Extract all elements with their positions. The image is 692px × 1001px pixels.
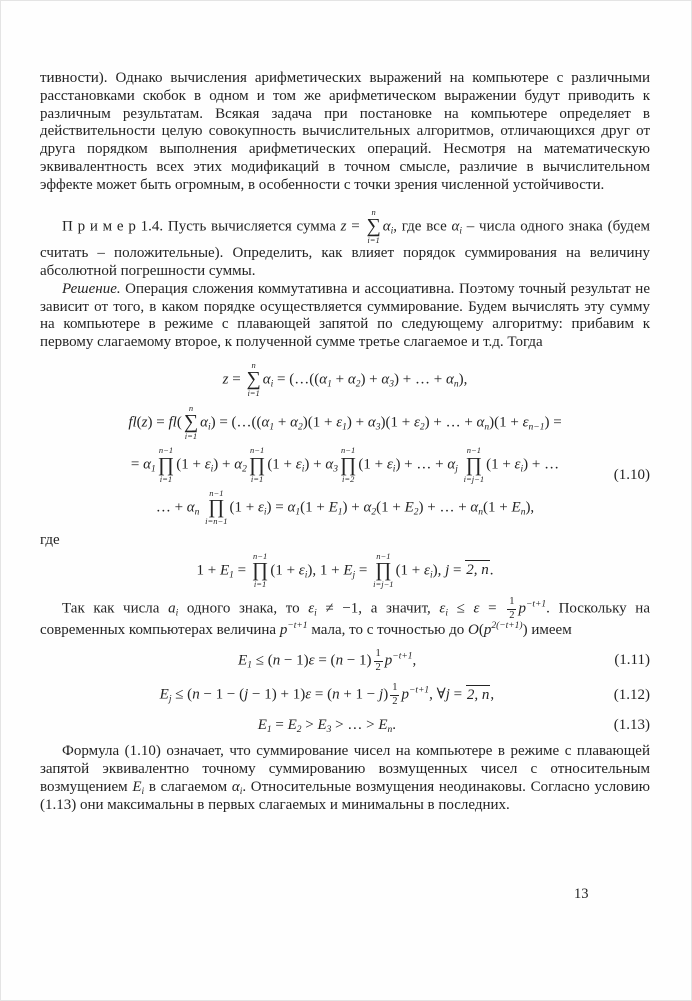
equation-1-12-formula: $E_j \le (n - 1 - (j - 1) + 1)\varepsilon = (n + 1 - j)$ $\frac{1}{2}$ $p^{-t+1}$, ∀j = 2, n, [159,682,495,708]
equation-line-products-1: = $\alpha_1$ n−1 ∏ i=1 $(1 + \varepsilon_i) + \alpha_2$ n−1 ∏ i=1 $(1 + \varepsilon_i) + \alpha_3$ n−1 ∏ i=2 $(1 + \varepsilon_i)$ + … + $\alpha_j$ n−1 ∏ i=j−1 $(1 + \varepsilon_i)$ + … [130,445,560,484]
equation-line-fl: fl(z) = fl( n ∑ i=1 $\alpha_i$) = ($\dots((\alpha_1 + \alpha_2)(1 + \varepsilon_1) + \alpha_3)(1 + \varepsilon_2)$ + … + $\alpha_n)(1 + \varepsilon_{n-1})$ = [128,402,562,442]
solution-paragraph: Решение. Операция сложения коммутативна и ассоциативна. Поэтому точный результат не зависит от того, в каком порядке осуществляется суммирование. Будем вычислять эту сумму на компьютере в режиме с плавающей запятой по следующему алгоритму: прибавим к первому слагаемому второе, к полученной сумме третье слагаемое и т.д. Тогда [40,280,650,351]
equation-number-1-12: (1.12) [613,686,650,703]
equation-line-z: z = n ∑ i=1 $\alpha_i$ = ($\dots((\alpha_1 + \alpha_2) + \alpha_3)$ + … + $\alpha_n$), [222,360,468,399]
page-number: 13 [574,886,589,902]
equation-1-11 [40,648,650,674]
equation-1-13-formula: $E_1 = E_2 > E_3$ > … > $E_n$. [257,716,397,735]
equation-number-1-11: (1.11) [614,652,650,669]
continuation-paragraph: тивности). Однако вычисления арифметических выражений на компьютере с различными расстановками скобок в одном и том же арифметическом выражении будут приводить к различным результатам. Всякая задача при постановке на компьютере определяет в действительности целую совокупность вычислительных алгоритмов, отличающихся друг от друга порядком выполнения арифметических операций. Несмотря на математическую эквивалентность всех этих модификаций в точном смысле, различие в вычислительном эффекте может быть огромным, в особенности с точки зрения численной устойчивости. [40,70,650,193]
where-label: где [40,531,60,548]
equation-block-1-10 [40,361,650,527]
example-1-4-paragraph: П р и м е р 1.4. Пусть вычисляется сумма z = n ∑ i=1 $\alpha_i$, где все $\alpha_i$ – числа одного знака (будем считать – положительные). Определить, как влияет порядок суммирования на величину абсолютной погрешности суммы. [40,206,650,280]
equation-line-products-2: … + $\alpha_n$ n−1 ∏ i=n−1 $(1 + \varepsilon_i) = \alpha_1(1 + E_1) + \alpha_2(1 + E_2)$ + … + $\alpha_n(1 + E_n)$, [155,488,535,527]
equation-1-11-formula: $E_1 \le (n - 1)\varepsilon = (n - 1)$ $\frac{1}{2}$ $p^{-t+1}$, [238,648,417,673]
conclusion-paragraph: Формула (1.10) означает, что суммирование чисел на компьютере в режиме с плавающей запятой эквивалентно точному суммированию возмущенных чисел с относительным возмущением $E_i$ в слагаемом $\alpha_i$. Относительные возмущения неодинаковы. Согласно условию (1.13) они максимальны в первых слагаемых и минимальны в последних. [40,743,650,813]
equation-number-1-13: (1.13) [613,716,650,733]
analysis-paragraph: Так как числа $a_i$ одного знака, то $\varepsilon_i \ne -1$, а значит, $\varepsilon_i \le \varepsilon$ = $\frac{1}{2}$ $p^{-t+1}$. Поскольку на современных компьютерах величина $p^{-t+1}$ мала, то с точностью до $O(p^{2(-t+1)})$ имеем [40,596,650,639]
equation-number-1-10: (1.10) [613,467,650,483]
equation-error-terms: $1 + E_1$ = n−1 ∏ i=1 $(1 + \varepsilon_i)$, $1 + E_j$ = n−1 ∏ i=j−1 $(1 + \varepsilon_i)$, j = 2, n. [196,550,494,589]
equation-1-13 [40,717,650,735]
equation-1-12 [40,682,650,708]
text-block [40,70,650,815]
